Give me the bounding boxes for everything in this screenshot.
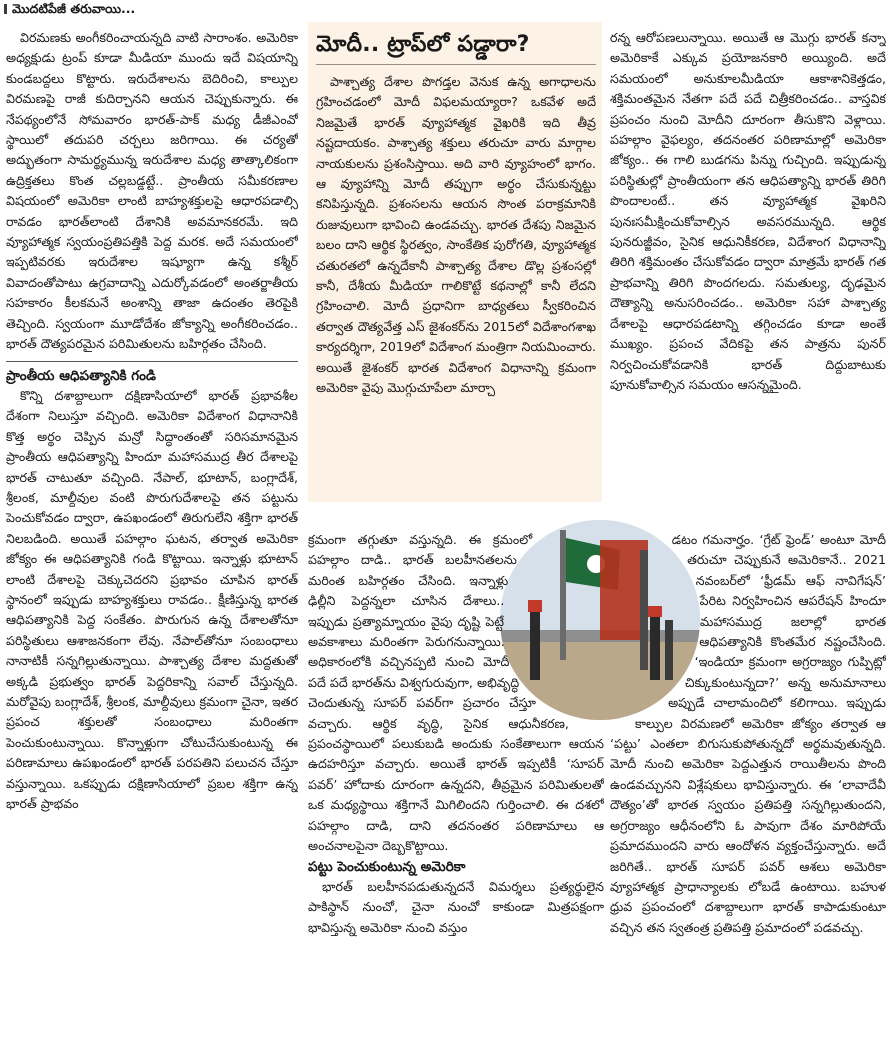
col1-paragraph-2: కొన్ని దశాబ్దాలుగా దక్షిణాసియాలో భారత్ ప్రభావశీల దేశంగా నిలుస్తూ వచ్చింది. అమెరికా విదేశాంగ విధానానికి కొత్త అర్థం చెప్పిన మన్రో సిద్ధాంతంతో సరిసమానమైన ప్రాంతీయ ఆధిపత్యాన్ని హిందూ మహాసముద్ర తీర దేశాలపై భారత్ చాటుతూ వచ్చింది. నేపాల్, భూటాన్, బంగ్లాదేశ్, శ్రీలంక, మాల్దీవుల వంటి పొరుగుదేశాలపై తన పట్టును పెంచుకోవడం ద్వారా, ఉపఖండంలో తిరుగులేని శక్తిగా భారత్ నిలబడింది. అయితే పహల్గాం ఘటన, తర్వాత అమెరికా జోక్యం ఈ ఆధిపత్యానికి గండి కొట్టాయి. ఇన్నాళ్లు భూటాన్ లాంటి దేశాలపై చెక్కుచెదరని ప్రభావం చూపిన భారత్ స్థానంలో ఇప్పుడు బాహ్యశక్తులు రావడం.. క్షీణిస్తున్న భారత ఆధిపత్యానికి పెద్ద సంకేతం. పొరుగున ఉన్న దేశాలతోనూ పరిస్థితులు ఆశాజనకంగా లేవు. నేపాల్‌తోనూ సంబంధాలు నానాటికీ సన్నగిల్లుతున్నాయి. పాశ్చాత్య దేశాల మద్దతుతో అక్కడి ప్రభుత్వం భారత్ పెద్దరికాన్ని సవాల్ చేస్తున్నది. మరోవైపు బంగ్లాదేశ్, శ్రీలంక, మాల్దీవులు క్రమంగా చైనా, ఇతర ప్రపంచ శక్తులతో సంబంధాలు మరింతగా పెంచుకుంటున్నాయి. కొన్నాళ్లుగా చోటుచేసుకుంటున్న ఈ పరిణామాలు ఉపఖండంలో భారత్ పరపతిని పలుచన చేస్తూ వస్తున్నాయి. ఒకప్పుడు దక్షిణాసియాలో ప్రబల శక్తిగా ఉన్న భారత్ ప్రాభవం [6, 387, 298, 812]
box-headline: మోదీ.. ట్రాప్‌లో పడ్డారా? [316, 32, 530, 57]
col1-paragraph: విరమణకు అంగీకరించాయన్నది వాటి సారాంశం. అమెరికా అధ్యక్షుడు ట్రంప్ కూడా మీడియా ముందు ఇదే విషయాన్ని కుండబద్దలు కొట్టారు. ఇరుదేశాలను బెదిరించి, కాల్పుల విరమణపై రాజీ కుదిర్చానని ఆయన చెప్పుకున్నారు. ఈ నేపథ్యంలోనే సోమవారం భారత్-పాక్ మధ్య డీజీఎంవో స్థాయిలో తదుపరి చర్చలు జరిగాయి. ఈ చర్యతో అద్భుతంగా సామర్థ్యమున్న ఇరుదేశాల మధ్య తాత్కాలికంగా ఉద్రిక్తతలు కొంత చల్లబడ్డట్టే.. ప్రాంతీయ సమీకరణాల విషయంలో అమెరికా లాంటి బాహ్యశక్తులపై ఆధారపడాల్సి రావడం భారత్‌లాంటి దేశానికి అవమానకరమే. ఇది వ్యూహాత్మక స్వయంప్రతిపత్తికి పెద్ద మరక. అదే సమయంలో ఇప్పటివరకు ఇరుదేశాల ఇష్యూగా ఉన్న కశ్మీర్ వివాదంతోపాటు ఉగ్రవాదాన్ని ఎదుర్కోవడంలో అంతర్జాతీయ సహకారం కీలకమనే అంశాన్ని తాజా ఉదంతం తెరపైకి తెచ్చింది. స్వయంగా మూడోదేశం జోక్యాన్ని అంగీకరించడం.. భారత్ దౌత్యపరమైన పరిమితులను బహిర్గతం చేసింది. [6, 30, 298, 352]
col3b-paragraph: డటం గమనార్హం. ‘గ్రేట్ ఫ్రెండ్’ అంటూ మోదీ తరుచూ చెప్పుకునే అమెరికానే.. 2021 నవంబర్‌లో ‘ఫ్రీడమ్ ఆఫ్ నావిగేషన్’ పేరిట నిర్వహించిన ఆపరేషన్ హిందూ మహాసముద్ర జలాల్లో భారత ఆధిపత్యానికి కొంతమేర నష్టంచేసింది. ‘ఇండియా క్రమంగా అగ్రరాజ్యం గుప్పిట్లో చిక్కుకుంటున్నదా?’ అన్న అనుమానాలు అప్పుడే చాలామందిలో కలిగాయి. ఇప్పుడు కాల్పుల విరమణలో అమెరికా జోక్యం తర్వాత ఆ ‘పట్టు’ ఎంతలా బిగుసుకుపోతున్నదో అర్థమవుతున్నది. మోదీ నుంచి అమెరికా పెద్దఎత్తున రాయితీలను పొంది ఉండవచ్చునని విశ్లేషకులు భావిస్తున్నారు. ఈ ‘లావాదేవీ దౌత్యం’తో భారత స్వయం ప్రతిపత్తి సన్నగిల్లుతుందని, అగ్రరాజ్యం ఆధీనంలోని ఓ పావుగా దేశం మారిపోయే ప్రమాదముందని వారు ఆందోళన వ్యక్తంచేస్తున్నారు. అదే జరిగితే.. భారత్ సూపర్ పవర్ ఆశలు అమెరికా వ్యూహాత్మక ప్రాధాన్యాలకు లోబడే ఉంటాయి. బహుళ ధ్రువ ప్రపంచంలో దశాబ్దాలుగా భారత్ కాపాడుకుంటూ వచ్చిన తన స్వతంత్ర ప్రతిపత్తి ప్రమాదంలో పడవచ్చు. [610, 532, 886, 935]
col1-subheading: ప్రాంతీయ ఆధిపత్యానికి గండి [6, 367, 157, 384]
continuation-label: మొదటిపేజీ తరువాయి... [12, 1, 136, 16]
col1-subheading-wrap [6, 361, 298, 386]
continuation-marker [0, 0, 300, 20]
column-3-top [610, 28, 886, 506]
box-body [316, 72, 596, 498]
marker-bar [4, 4, 7, 14]
col2b-paragraph-2: భారత్ బలహీనపడుతున్నదనే విమర్శలు ప్రత్యర్థులైన పాకిస్థాన్ నుంచో, చైనా నుంచో కాకుండా మిత్రపక్షంగా భావిస్తున్న అమెరికా నుంచి వస్తుం [308, 878, 604, 935]
column-1 [6, 28, 298, 1062]
box-paragraph: పాశ్చాత్య దేశాల పొగడ్తల వెనుక ఉన్న అగాధాలను గ్రహించడంలో మోదీ విఫలమయ్యారా? ఒకవేళ అదే నిజమైతే భారత్ వ్యూహాత్మక వైఖరికి ఇది తీవ్ర నష్టదాయకం. పాశ్చాత్య శక్తులు తరుచూ వారు మార్గాల నాయకులను ప్రశంసిస్తాయి. అది వారి వ్యూహంలో భాగం. ఆ వ్యూహాన్ని మోదీ తప్పుగా అర్థం చేసుకున్నట్టు కనిపిస్తున్నది. ప్రశంసలను ఆయన సొంత పరాక్రమానికి రుజువులుగా భావించి ఉండవచ్చు. భారత దేశపు నిజమైన బలం దాని ఆర్థిక స్థిరత్వం, సాంకేతిక పురోగతి, వ్యూహాత్మక చతురతలో ఉన్నదేకానీ పాశ్చాత్య దేశాల డొల్ల ప్రశంసల్లో కానీ, దేశీయ మీడియా గాలికొట్టే కథనాల్లో కానీ లేదని గ్రహించాలి. మోదీ ప్రధానిగా బాధ్యతలు స్వీకరించిన తర్వాత దౌత్యవేత్త ఎస్ జైశంకర్‌ను 2015లో విదేశాంగశాఖ కార్యదర్శిగా, 2019లో విదేశాంగ మంత్రిగా నియమించారు. అయితే జైశంకర్ భారత విదేశాంగ విధానాన్ని క్రమంగా అమెరికా వైపు మొగ్గుచూపేలా మార్చా [316, 74, 596, 396]
column-2-lower [308, 530, 604, 1062]
col3-paragraph: రన్న ఆరోపణలున్నాయి. అయితే ఆ మొగ్గు భారత్ కన్నా అమెరికాకే ఎక్కువ ప్రయోజనకారి అయ్యింది. అదే సమయంలో అనుకూలమీడియా ఆకాశానికెత్తడం, శక్తిమంతమైన నేతగా పదే పదే చిత్రీకరించడం.. వాస్తవిక ప్రపంచం నుంచి మోదీని దూరంగా తీసుకొని వెళ్లాయి. పహల్గాం వైఫల్యం, తదనంతర పరిణామాల్లో అమెరికా జోక్యం.. ఈ గాలి బుడగను పిన్ను గుచ్చింది. ఇప్పుడున్న పరిస్థితుల్లో ప్రాంతీయంగా తన ఆధిపత్యాన్ని భారత్ తిరిగి పొందాలంటే.. తన వ్యూహాత్మక వైఖరిని పునఃసమీక్షించుకోవాల్సిన అవసరమున్నది. ఆర్థిక పునరుజ్జీవం, సైనిక ఆధునికీకరణ, విదేశాంగ విధానాన్ని తిరిగి శక్తిమంతం చేసుకోవడం ద్వారా మాత్రమే భారత్ గత ప్రాభవాన్ని తిరిగి పొందగలదు. సమతుల్య, దృఢమైన దౌత్యాన్ని అనుసరించడం.. అమెరికా సహా పాశ్చాత్య దేశాలపై ఆధారపడటాన్ని తగ్గించడం కూడా అంతే ముఖ్యం. ప్రపంచ వేదికపై తన పాత్రను పునర్ నిర్వచించుకోవడానికి భారత్ దిద్దుబాటుకు పూనుకోవాల్సిన సమయం ఆసన్నమైంది. [610, 30, 886, 392]
col2b-subheading: పట్టు పెంచుకుంటున్న అమెరికా [308, 858, 466, 875]
headline-rule [316, 64, 596, 65]
column-3-bottom [610, 530, 886, 1062]
col2b-paragraph: క్రమంగా తగ్గుతూ వస్తున్నది. ఈ క్రమంలో పహల్గాం దాడి.. భారత్ బలహీనతలను మరింత బహిర్గతం చేసింది. ఇన్నాళ్లు ఢిల్లీని పెద్దన్నలా చూసిన దేశాలు.. ఇప్పుడు ప్రత్యామ్నాయం వైపు దృష్టి పెట్టే అవకాశాలు మరింతగా పెరుగనున్నాయి. అధికారంలోకి వచ్చినప్పటి నుంచి మోదీ పదే పదే భారత్‌ను విశ్వగురువుగా, అభివృద్ధి చెందుతున్న సూపర్ పవర్‌గా ప్రచారం చేస్తూ వచ్చారు. ఆర్థిక వృద్ధి, సైనిక ఆధునీకరణ, ప్రపంచస్థాయిలో పలుకుబడి అందుకు సంకేతాలుగా ఆయన ఉదహరిస్తూ వచ్చారు. అయితే భారత్ ఇప్పటికీ ‘సూపర్ పవర్’ హోదాకు దూరంగా ఉన్నదని, తీవ్రమైన పరిమితులతో ఒక మధ్యస్థాయి శక్తిగానే మిగిలిందని గుర్తించాలి. ఈ దశలో పహల్గాం దాడి, దాని తదనంతర పరిణామాలు ఆ అంచనాలపైనా దెబ్బకొట్టాయి. [308, 532, 604, 854]
